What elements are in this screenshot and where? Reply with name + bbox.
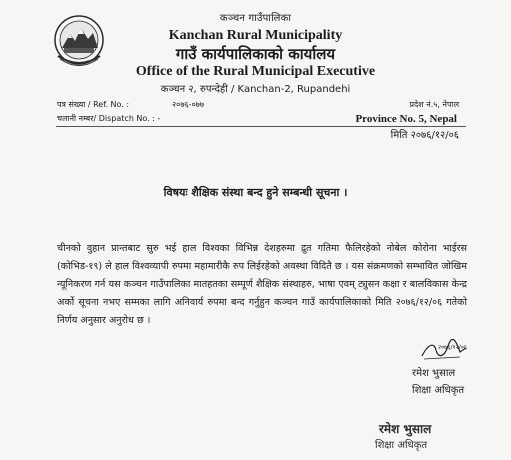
letter-body [57, 240, 467, 330]
signatory-title: शिक्षा अधिकृत [412, 385, 465, 396]
signatory-name: रमेश भुसाल [412, 368, 456, 379]
dispatch-label: चलानी नम्बर/ Dispatch No. : - [57, 114, 161, 123]
svg-text:२०७६/१२/०६: २०७६/१२/०६ [438, 344, 468, 351]
body-paragraph: चीनको वुहान प्रान्तबाट सुरु भई हाल विश्वका विभिन्न देशहरुमा द्रुत गतिमा फैलिरहेको नोबेल कोरोना भाईरस (कोभिड-१९) ले हाल विश्वव्यापी रुपमा महामारीकै रुप लिईरहेको अवस्था विदितै छ । यस संक्रमणको सम्भावित जोखिम न्यूनिकरण गर्न यस कञ्चन गाउँपालिका मातहतका सम्पूर्ण शैक्षिक संस्थाहरु, भाषा एवम् ट्युसन कक्षा र बालविकास केन्द्र अर्को सूचना नभए सम्मका लागि अनिवार्य रुपमा बन्द गर्नुहुन कञ्चन गाउँ कार्यपालिकाको मिति २०७६/१२/०६ गतेको निर्णय अनुसार अनुरोध छ । [57, 243, 467, 326]
municipality-name-nepali: कञ्चन गाउँपालिका [219, 13, 292, 24]
handwritten-signature [420, 338, 480, 362]
municipality-name-english: Kanchan Rural Municipality [168, 28, 343, 43]
province-nepali: प्रदेश नं.५, नेपाल [409, 100, 459, 109]
office-name-nepali: गाउँ कार्यपालिकाको कार्यालय [175, 45, 336, 63]
reference-value: २०७६-०७७ [172, 100, 205, 109]
reference-label: पत्र संख्या / Ref. No. : [57, 100, 130, 109]
stamp-name: रमेश भुसाल [379, 422, 432, 436]
letter-subject: विषयः शैक्षिक संस्था बन्द हुने सम्बन्धी सूचना । [163, 186, 348, 199]
stamp-title: शिक्षा अधिकृत [375, 440, 428, 451]
office-address: कञ्चन २, रुपन्देही / Kanchan-2, Rupandehi [160, 84, 351, 95]
province-english: Province No. 5, Nepal [355, 113, 457, 125]
letter-date: मिति २०७६/१२/०६ [390, 130, 459, 141]
office-name-english: Office of the Rural Municipal Executive [135, 64, 376, 79]
